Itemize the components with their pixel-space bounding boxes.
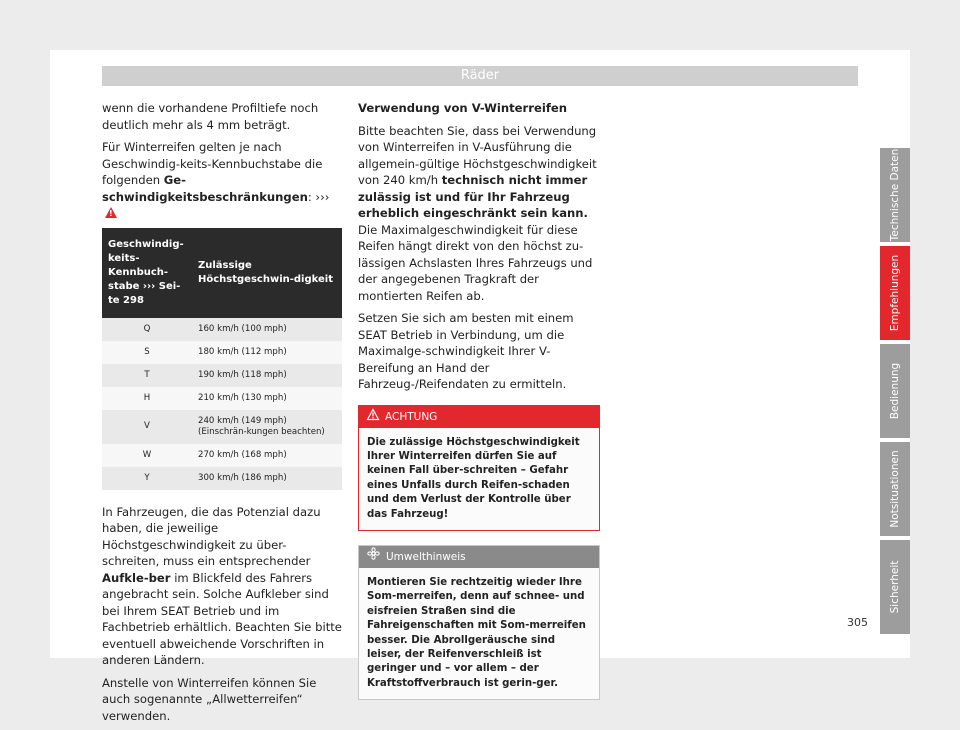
page-number: 305: [847, 616, 868, 629]
manual-page: [50, 50, 910, 723]
table-row: W 270 km/h (168 mph): [102, 444, 342, 467]
paragraph: In Fahrzeugen, die das Potenzial dazu haben, die jeweilige Höchstgeschwindigkeit zu über-schreiten, muss ein entsprechender Aufkle-ber im Blickfeld des Fahrers angebracht sein. Solche Aufkleber sind bei Ihrem SEAT Betrieb und im Fachbetrieb erhältlich. Beachten Sie bitte eventuell abweichende Vorschriften in anderen Ländern.: [102, 504, 342, 667]
left-column: [102, 100, 342, 730]
table-header-speed: Zulässige Höchstgeschwin-digkeit: [192, 228, 342, 318]
environment-box-text: Montieren Sie rechtzeitig wieder Ihre Som-merreifen, denn auf schnee- und eisfreien Straßen sind die Fahreigenschaften mit Som-merreifen besser. Die Abrollgeräusche sind leiser, der Reifenverschleiß ist geringer und – vor allem – der Kraftstoffverbrauch ist gerin-ger.: [359, 568, 599, 699]
paragraph: Bitte beachten Sie, dass bei Verwendung von Winterreifen in V-Ausführung die allgemein-gültige Höchstgeschwindigkeit von 240 km/h technisch nicht immer zulässig ist und für Ihr Fahrzeug erheblich eingeschränkt sein kann. Die Maximalgeschwindigkeit für diese Reifen hängt direkt von den höchst zu-lässigen Achslasten Ihres Fahrzeugs und der angegebenen Tragkraft der montierten Reifen ab.: [358, 123, 597, 303]
warning-triangle-icon: !: [105, 207, 117, 218]
section-header: Räder: [102, 66, 858, 86]
environment-box: [358, 545, 600, 700]
paragraph: wenn die vorhandene Profiltiefe noch deutlich mehr als 4 mm beträgt.: [102, 101, 319, 132]
table-row: Y 300 km/h (186 mph): [102, 467, 342, 490]
paragraph: Setzen Sie sich am besten mit einem SEAT Betrieb in Verbindung, um die Maximalge-schwindigkeit Ihrer V-Bereifung an Hand der Fahrzeug-/Reifendaten zu ermitteln.: [358, 311, 574, 391]
table-row: H 210 km/h (130 mph): [102, 387, 342, 410]
table-row: Q 160 km/h (100 mph): [102, 318, 342, 341]
tab-technische-daten[interactable]: Technische Daten: [880, 148, 910, 242]
table-row: V 240 km/h (149 mph) (Einschrän-kungen beachten): [102, 410, 342, 444]
paragraph: Anstelle von Winterreifen können Sie auch sogenannte „Allwetterreifen“ verwenden.: [102, 675, 317, 723]
warning-box-text: Die zulässige Höchstgeschwindigkeit Ihrer Winterreifen dürfen Sie auf keinen Fall über-schreiten – Gefahr eines Unfalls durch Reifen-schaden und dem Verlust der Kontrolle über das Fahrzeug!: [359, 428, 599, 530]
paragraph: Für Winterreifen gelten je nach Geschwindig-keits-Kennbuchstabe die folgenden Ge-schwindigkeitsbeschränkungen: ››› !: [102, 140, 330, 218]
table-row: T 190 km/h (118 mph): [102, 364, 342, 387]
right-column: [358, 100, 600, 700]
tab-notsituationen[interactable]: Notsituationen: [880, 442, 910, 536]
speed-table: [102, 228, 342, 490]
subheading: Verwendung von V-Winterreifen: [358, 101, 567, 115]
tab-empfehlungen[interactable]: Empfehlungen: [880, 246, 910, 340]
environment-box-header: Umwelthinweis: [359, 546, 599, 568]
table-header-code: Geschwindig-keits-Kennbuch-stabe ››› Sei-te 298: [102, 228, 192, 318]
warning-triangle-icon: [367, 406, 379, 428]
table-row: S 180 km/h (112 mph): [102, 341, 342, 364]
warning-box-header: ACHTUNG: [359, 406, 599, 428]
flower-icon: [367, 546, 380, 568]
warning-box: [358, 405, 600, 531]
tab-sicherheit[interactable]: Sicherheit: [880, 540, 910, 634]
tab-bedienung[interactable]: Bedienung: [880, 344, 910, 438]
